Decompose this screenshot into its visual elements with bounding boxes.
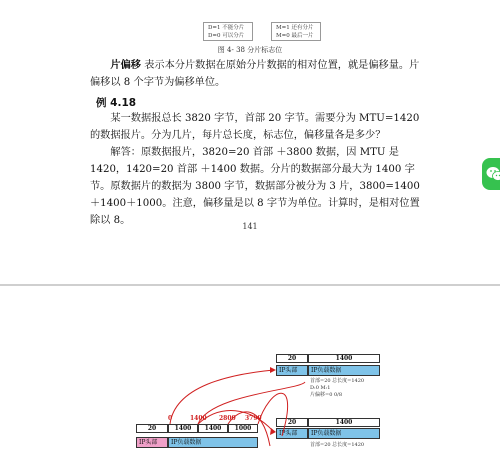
figure-caption: 图 4- 38 分片标志位 [217,46,283,54]
flag-m0: M=0 最后一片 [276,33,314,39]
wechat-icon [486,166,500,182]
orig-ip-payload: IP负载数据 [168,437,258,448]
arrow-to-frag1 [170,370,274,424]
frag1-hdr-1400: 1400 [308,354,380,363]
answer-paragraph: 解答：原数据报片，3820=20 首部 ＋3800 数据，因 MTU 是 1420，1420=20 首部 ＋1400 数据。分片的数据部分最大为 1400 字节。原数据片的数据为 3800 字节，数据部分被分为 3 片，3800=1400＋1400＋1000。注意，偏移量是以 8 字节为单位。计算时，是相对位置除以 8。 [90,147,420,226]
offset-text: 表示本分片数据在原始分片数据的相对位置，就是偏移量。片偏移以 8 个字节为偏移单位。 [90,60,420,88]
frag1-ip-header: IP头部 [276,365,308,376]
fragment-arrows [0,286,500,451]
flag-table-m [271,22,321,41]
flag-d1: D=1 不能分片 [208,25,245,31]
flag-d0: D=0 可以分片 [208,33,245,39]
orig-hdr-1400a: 1400 [168,424,198,433]
frag1-ip-payload: IP负载数据 [308,365,380,376]
orig-hdr-20: 20 [136,424,168,433]
offset-paragraph [90,57,420,91]
arrow-to-frag2-b [228,412,270,446]
flag-table-d [203,22,253,41]
arrow-to-frag2 [198,411,274,432]
frag2-line-1: 首部=20 总长度=1420 [310,442,365,448]
offset-label-3799: 3799 [245,415,262,422]
orig-hdr-1400b: 1400 [198,424,228,433]
frag2-ip-payload: IP负载数据 [308,428,380,439]
offset-term: 片偏移 [110,60,141,71]
flag-m1: M=1 还有分片 [276,25,314,31]
orig-ip-header: IP头部 [136,437,168,448]
document-page-2 [0,286,500,451]
frag2-hdr-1400: 1400 [308,418,380,427]
page-number: 141 [242,222,258,231]
frag1-line-3: 片偏移=0 0/8 [310,392,343,398]
frag1-line-2: D:0 M:1 [310,385,331,391]
offset-label-0: 0 [168,415,173,422]
offset-label-1400: 1400 [190,415,207,422]
frag2-ip-header: IP头部 [276,428,308,439]
frag1-hdr-20: 20 [276,354,308,363]
arrow-head-2 [270,428,276,435]
frag1-line-1: 首部=20 总长度=1420 [310,378,365,384]
wechat-share-button[interactable] [482,158,500,190]
arrow-to-frag1-b [198,382,305,424]
question-paragraph: 某一数据报总长 3820 字节，首部 20 字节。需要分为 MTU=1420 的数据报片。分为几片，每片总长度，标志位，偏移量各是多少？ [90,113,420,141]
arrow-head-1 [270,367,276,373]
example-heading: 例 4.18 [96,97,137,109]
frag2-hdr-20: 20 [276,418,308,427]
offset-label-2800: 2800 [219,415,236,422]
orig-hdr-1000: 1000 [228,424,258,433]
